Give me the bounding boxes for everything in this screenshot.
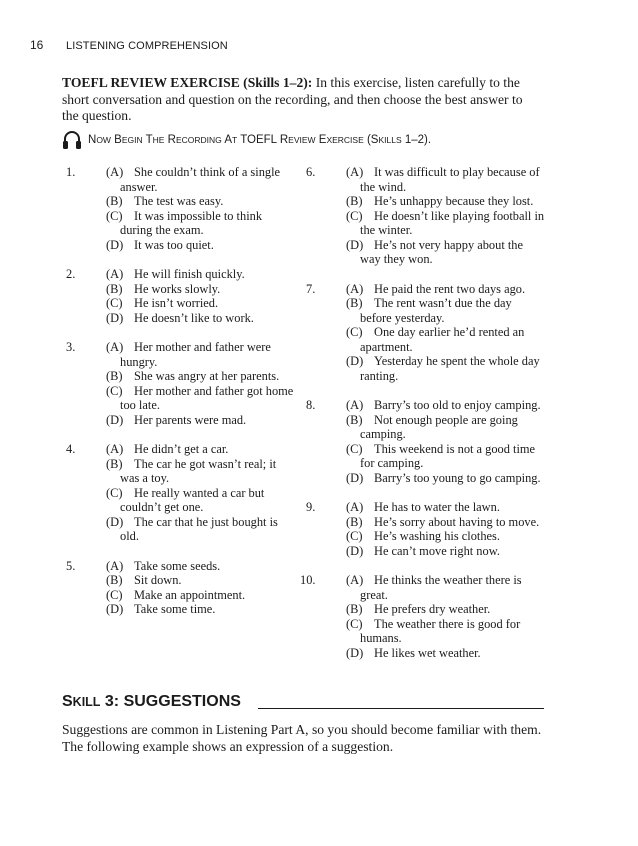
option-d: (D) Take some time. — [106, 602, 216, 616]
option-text: The car that he just bought is old. — [120, 514, 278, 543]
running-title: LISTENING COMPREHENSION — [66, 40, 228, 52]
option-text: It was too quiet. — [134, 237, 214, 252]
option-d: (D) He doesn’t like to work. — [106, 310, 254, 325]
option-a: (A) He didn’t get a car. — [106, 442, 229, 456]
option-a: (A) She couldn’t think of a single answer. — [106, 165, 281, 194]
option-b: (B) The car he got wasn’t real; it was a toy. — [106, 456, 277, 485]
question-2 — [66, 267, 296, 325]
question-9 — [306, 500, 546, 558]
option-a: (A) Take some seeds. — [106, 558, 221, 573]
instr-w7s: XERCISE — [326, 135, 364, 145]
option-b: (B) He works slowly. — [106, 281, 221, 296]
option-b: (B) She was angry at her parents. — [106, 369, 280, 383]
option-text: He’s unhappy because they lost. — [374, 194, 534, 208]
instr-w7: E — [318, 134, 327, 146]
instr-w2: B — [114, 134, 122, 146]
option-text: Her mother and father got home too late. — [120, 383, 294, 412]
option-text: Her parents were mad. — [134, 412, 247, 427]
skill-title-cap: S — [62, 693, 73, 710]
option-text: He will finish quickly. — [134, 267, 245, 281]
option-text: He has to water the lawn. — [374, 500, 500, 514]
option-c: (C) He really wanted a car but couldn’t get one. — [106, 485, 265, 514]
option-text: The car he got wasn’t real; it was a toy. — [120, 456, 277, 485]
option-c: (C) The weather there is good for humans. — [346, 616, 521, 645]
skill-title-rest: 3: SUGGESTIONS — [100, 693, 241, 710]
option-c: (C) He doesn’t like playing football in the winter. — [346, 208, 545, 237]
option-text: Her mother and father were hungry. — [120, 340, 271, 369]
question-3 — [66, 340, 296, 427]
option-c: (C) Make an appointment. — [106, 587, 246, 602]
option-b: (B) He prefers dry weather. — [346, 602, 491, 616]
question-number: 5. — [66, 558, 76, 573]
option-text: He likes wet weather. — [374, 645, 481, 660]
instr-w8: (S — [366, 134, 379, 146]
page-number: 16 — [30, 38, 44, 52]
question-number: 6. — [306, 165, 316, 179]
option-a: (A) He will finish quickly. — [106, 267, 245, 281]
question-number: 10. — [300, 573, 316, 587]
question-number: 4. — [66, 442, 76, 456]
instr-w8s: KILLS — [378, 135, 402, 145]
option-a: (A) Barry’s too old to enjoy camping. — [346, 398, 541, 412]
option-a: (A) He has to water the lawn. — [346, 500, 500, 514]
question-5 — [66, 559, 296, 617]
option-text: She was angry at her parents. — [134, 369, 280, 383]
questions-left-column — [66, 165, 296, 617]
skill-heading — [62, 693, 544, 715]
question-7 — [306, 282, 546, 384]
option-b: (B) He’s unhappy because they lost. — [346, 194, 534, 208]
option-a: (A) Her mother and father were hungry. — [106, 340, 271, 369]
option-d: (D) He’s not very happy about the way they won. — [346, 237, 523, 266]
option-c: (C) He’s washing his clothes. — [346, 529, 500, 543]
option-text: He’s washing his clothes. — [374, 529, 500, 543]
option-text: Sit down. — [134, 573, 182, 587]
option-text: The rent wasn’t due the day before yesterday. — [360, 296, 512, 325]
option-c: (C) It was impossible to think during the exam. — [106, 208, 263, 237]
option-text: The test was easy. — [134, 194, 224, 208]
option-d: (D) Barry’s too young to go camping. — [346, 470, 541, 485]
question-number: 2. — [66, 267, 76, 281]
option-c: (C) One day earlier he’d rented an apartment. — [346, 325, 525, 354]
option-text: This weekend is not a good time for camping. — [360, 441, 536, 470]
page-header — [30, 38, 228, 52]
instr-w5: A — [224, 134, 233, 146]
option-text: It was impossible to think during the exam. — [120, 208, 263, 237]
instr-w6s: EVIEW — [288, 135, 316, 145]
option-text: He thinks the weather there is great. — [360, 573, 522, 602]
option-text: One day earlier he’d rented an apartment. — [360, 325, 525, 354]
recording-instruction — [62, 129, 540, 153]
instr-w4s: ECORDING — [175, 135, 222, 145]
option-d: (D) It was too quiet. — [106, 237, 214, 252]
instr-w3: T — [145, 134, 153, 146]
option-text: Take some time. — [134, 602, 216, 616]
option-a: (A) He paid the rent two days ago. — [346, 281, 526, 296]
option-b: (B) Sit down. — [106, 573, 182, 587]
option-text: Yesterday he spent the whole day ranting. — [360, 354, 540, 383]
headphones-icon — [62, 129, 82, 151]
option-text: He prefers dry weather. — [374, 602, 491, 616]
option-a: (A) He thinks the weather there is great. — [346, 573, 522, 602]
skill-paragraph: Suggestions are common in Listening Part A, so you should become familiar with them. The following example shows an expression of a suggestion. — [62, 722, 542, 754]
option-text: He really wanted a car but couldn’t get one. — [120, 485, 265, 514]
option-a: (A) It was difficult to play because of the wind. — [346, 165, 540, 194]
option-text: Take some seeds. — [134, 558, 221, 573]
question-number: 3. — [66, 340, 76, 354]
question-6 — [306, 165, 546, 267]
option-text: She couldn’t think of a single answer. — [120, 165, 281, 194]
question-1 — [66, 165, 296, 252]
option-b: (B) The test was easy. — [106, 194, 224, 208]
instr-w1s: OW — [96, 135, 111, 145]
question-number: 9. — [306, 500, 316, 514]
option-text: He can’t move right now. — [374, 543, 500, 558]
option-text: He doesn’t like to work. — [134, 310, 254, 325]
option-b: (B) The rent wasn’t due the day before yesterday. — [346, 296, 512, 325]
option-c: (C) Her mother and father got home too late. — [106, 383, 294, 412]
question-10 — [300, 573, 546, 660]
option-d: (D) Yesterday he spent the whole day ranting. — [346, 354, 540, 383]
question-number: 8. — [306, 398, 316, 412]
option-text: He works slowly. — [134, 281, 221, 296]
option-c: (C) This weekend is not a good time for camping. — [346, 441, 536, 470]
option-text: Barry’s too old to enjoy camping. — [374, 398, 541, 412]
question-number: 7. — [306, 281, 316, 296]
option-d: (D) He can’t move right now. — [346, 543, 500, 558]
exercise-intro — [62, 75, 540, 125]
option-text: He paid the rent two days ago. — [374, 281, 526, 296]
question-number: 1. — [66, 165, 76, 179]
option-text: Make an appointment. — [134, 587, 246, 602]
instr-w6: TOEFL R — [240, 134, 289, 146]
option-d: (D) The car that he just bought is old. — [106, 514, 278, 543]
option-d: (D) Her parents were mad. — [106, 412, 247, 427]
option-d: (D) He likes wet weather. — [346, 645, 481, 660]
exercise-title: TOEFL REVIEW EXERCISE (Skills 1–2): — [62, 75, 313, 90]
option-b: (B) Not enough people are going camping. — [346, 412, 518, 441]
option-text: The weather there is good for humans. — [360, 616, 521, 645]
instr-w2s: EGIN — [121, 135, 143, 145]
option-text: He isn’t worried. — [134, 296, 219, 310]
question-8 — [306, 398, 546, 485]
option-text: He’s not very happy about the way they won. — [360, 237, 523, 266]
instr-w9: 1–2). — [404, 134, 432, 146]
instr-w5s: T — [232, 135, 238, 145]
option-text: He didn’t get a car. — [134, 442, 229, 456]
option-c: (C) He isn’t worried. — [106, 296, 219, 310]
exercise-description: In this exercise, listen carefully to the short conversation and question on the recording, and then choose the best answer to the question. — [62, 75, 523, 123]
instr-w4: R — [167, 134, 176, 146]
heading-rule — [258, 708, 544, 709]
option-text: Barry’s too young to go camping. — [374, 470, 541, 485]
instr-w1: N — [88, 134, 97, 146]
option-text: He doesn’t like playing football in the winter. — [360, 208, 545, 237]
option-text: Not enough people are going camping. — [360, 412, 518, 441]
instruction-text — [88, 134, 431, 146]
option-b: (B) He’s sorry about having to move. — [346, 514, 540, 529]
instr-w3s: HE — [152, 135, 165, 145]
option-text: He’s sorry about having to move. — [374, 514, 540, 529]
skill-title-small: KILL — [72, 695, 101, 709]
skill-title — [62, 693, 243, 711]
question-4 — [66, 442, 296, 544]
option-text: It was difficult to play because of the wind. — [360, 165, 540, 194]
questions-right-column — [300, 165, 546, 660]
